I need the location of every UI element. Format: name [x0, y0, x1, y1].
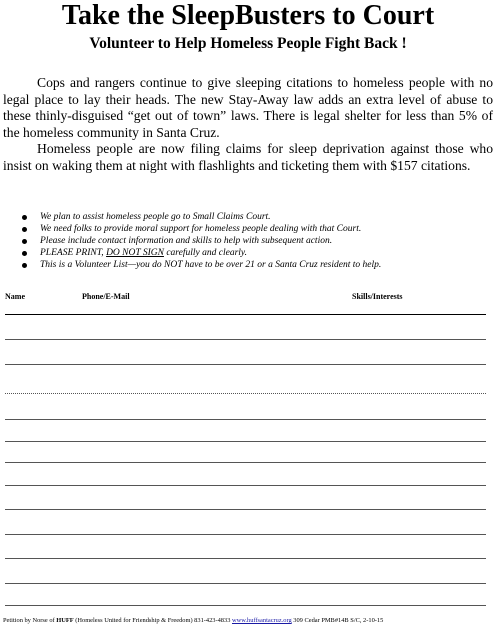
- signup-line[interactable]: [5, 441, 486, 442]
- footer-org: HUFF: [56, 617, 74, 624]
- bullet-text-a: PLEASE PRINT,: [40, 248, 107, 259]
- do-not-sign-text: DO NOT SIGN: [106, 248, 164, 259]
- signup-line[interactable]: [5, 393, 486, 394]
- signup-line[interactable]: [5, 605, 486, 606]
- bullet-dot-icon: [22, 239, 27, 244]
- signup-line[interactable]: [5, 419, 486, 420]
- signup-line[interactable]: [5, 364, 486, 365]
- signup-line[interactable]: [5, 509, 486, 510]
- signup-line[interactable]: [5, 534, 486, 535]
- footer-link[interactable]: www.huffsantacruz.org: [232, 617, 292, 624]
- bullet-dot-icon: [22, 251, 27, 256]
- signup-line[interactable]: [5, 485, 486, 486]
- page-subtitle: Volunteer to Help Homeless People Fight Back !: [89, 35, 407, 52]
- bullet-item: [0, 211, 496, 223]
- bullet-list: [0, 211, 496, 271]
- bullet-item: [0, 223, 496, 235]
- column-header-phone: Phone/E-Mail: [82, 292, 130, 301]
- body-text: [3, 75, 493, 175]
- footer-text-1: Petition by Norse of: [3, 617, 57, 624]
- signup-line[interactable]: [5, 583, 486, 584]
- bullet-dot-icon: [22, 227, 27, 232]
- column-header-skills: Skills/Interests: [352, 292, 403, 301]
- bullet-text-c: carefully and clearly.: [163, 248, 247, 259]
- paragraph-2: Homeless people are now filing claims for sleep deprivation against those who insist on waking them at night with flashlights and ticketing them with $157 citations.: [3, 141, 493, 173]
- bullet-item: [0, 235, 496, 247]
- paragraph-1: Cops and rangers continue to give sleeping citations to homeless people with no legal place to lay their heads. The new Stay-Away law adds an extra level of abuse to these thinly-disguised “get out of town” laws. There is legal shelter for less than 5% of the homeless community in Santa Cruz.: [3, 75, 493, 140]
- signup-line[interactable]: [5, 558, 486, 559]
- bullet-text: Please include contact information and skills to help with subsequent action.: [40, 236, 333, 247]
- signup-line[interactable]: [5, 314, 486, 315]
- page-title: Take the SleepBusters to Court: [61, 0, 435, 31]
- bullet-dot-icon: [22, 263, 27, 268]
- bullet-item: [0, 259, 496, 271]
- bullet-dot-icon: [22, 215, 27, 220]
- footer-text-2: (Homeless United for Friendship & Freedom) 831-423-4833: [73, 617, 232, 624]
- bullet-item: [0, 247, 496, 259]
- signup-line[interactable]: [5, 339, 486, 340]
- column-header-name: Name: [5, 292, 25, 301]
- bullet-text: This is a Volunteer List—you do NOT have to be over 21 or a Santa Cruz resident to help.: [40, 260, 382, 271]
- footer: [3, 617, 383, 624]
- signup-line[interactable]: [5, 462, 486, 463]
- footer-text-3: 309 Cedar PMB#14B S/C, 2-10-15: [291, 617, 384, 624]
- bullet-text: We need folks to provide moral support for homeless people dealing with that Court.: [40, 224, 362, 235]
- bullet-text: We plan to assist homeless people go to Small Claims Court.: [40, 212, 271, 222]
